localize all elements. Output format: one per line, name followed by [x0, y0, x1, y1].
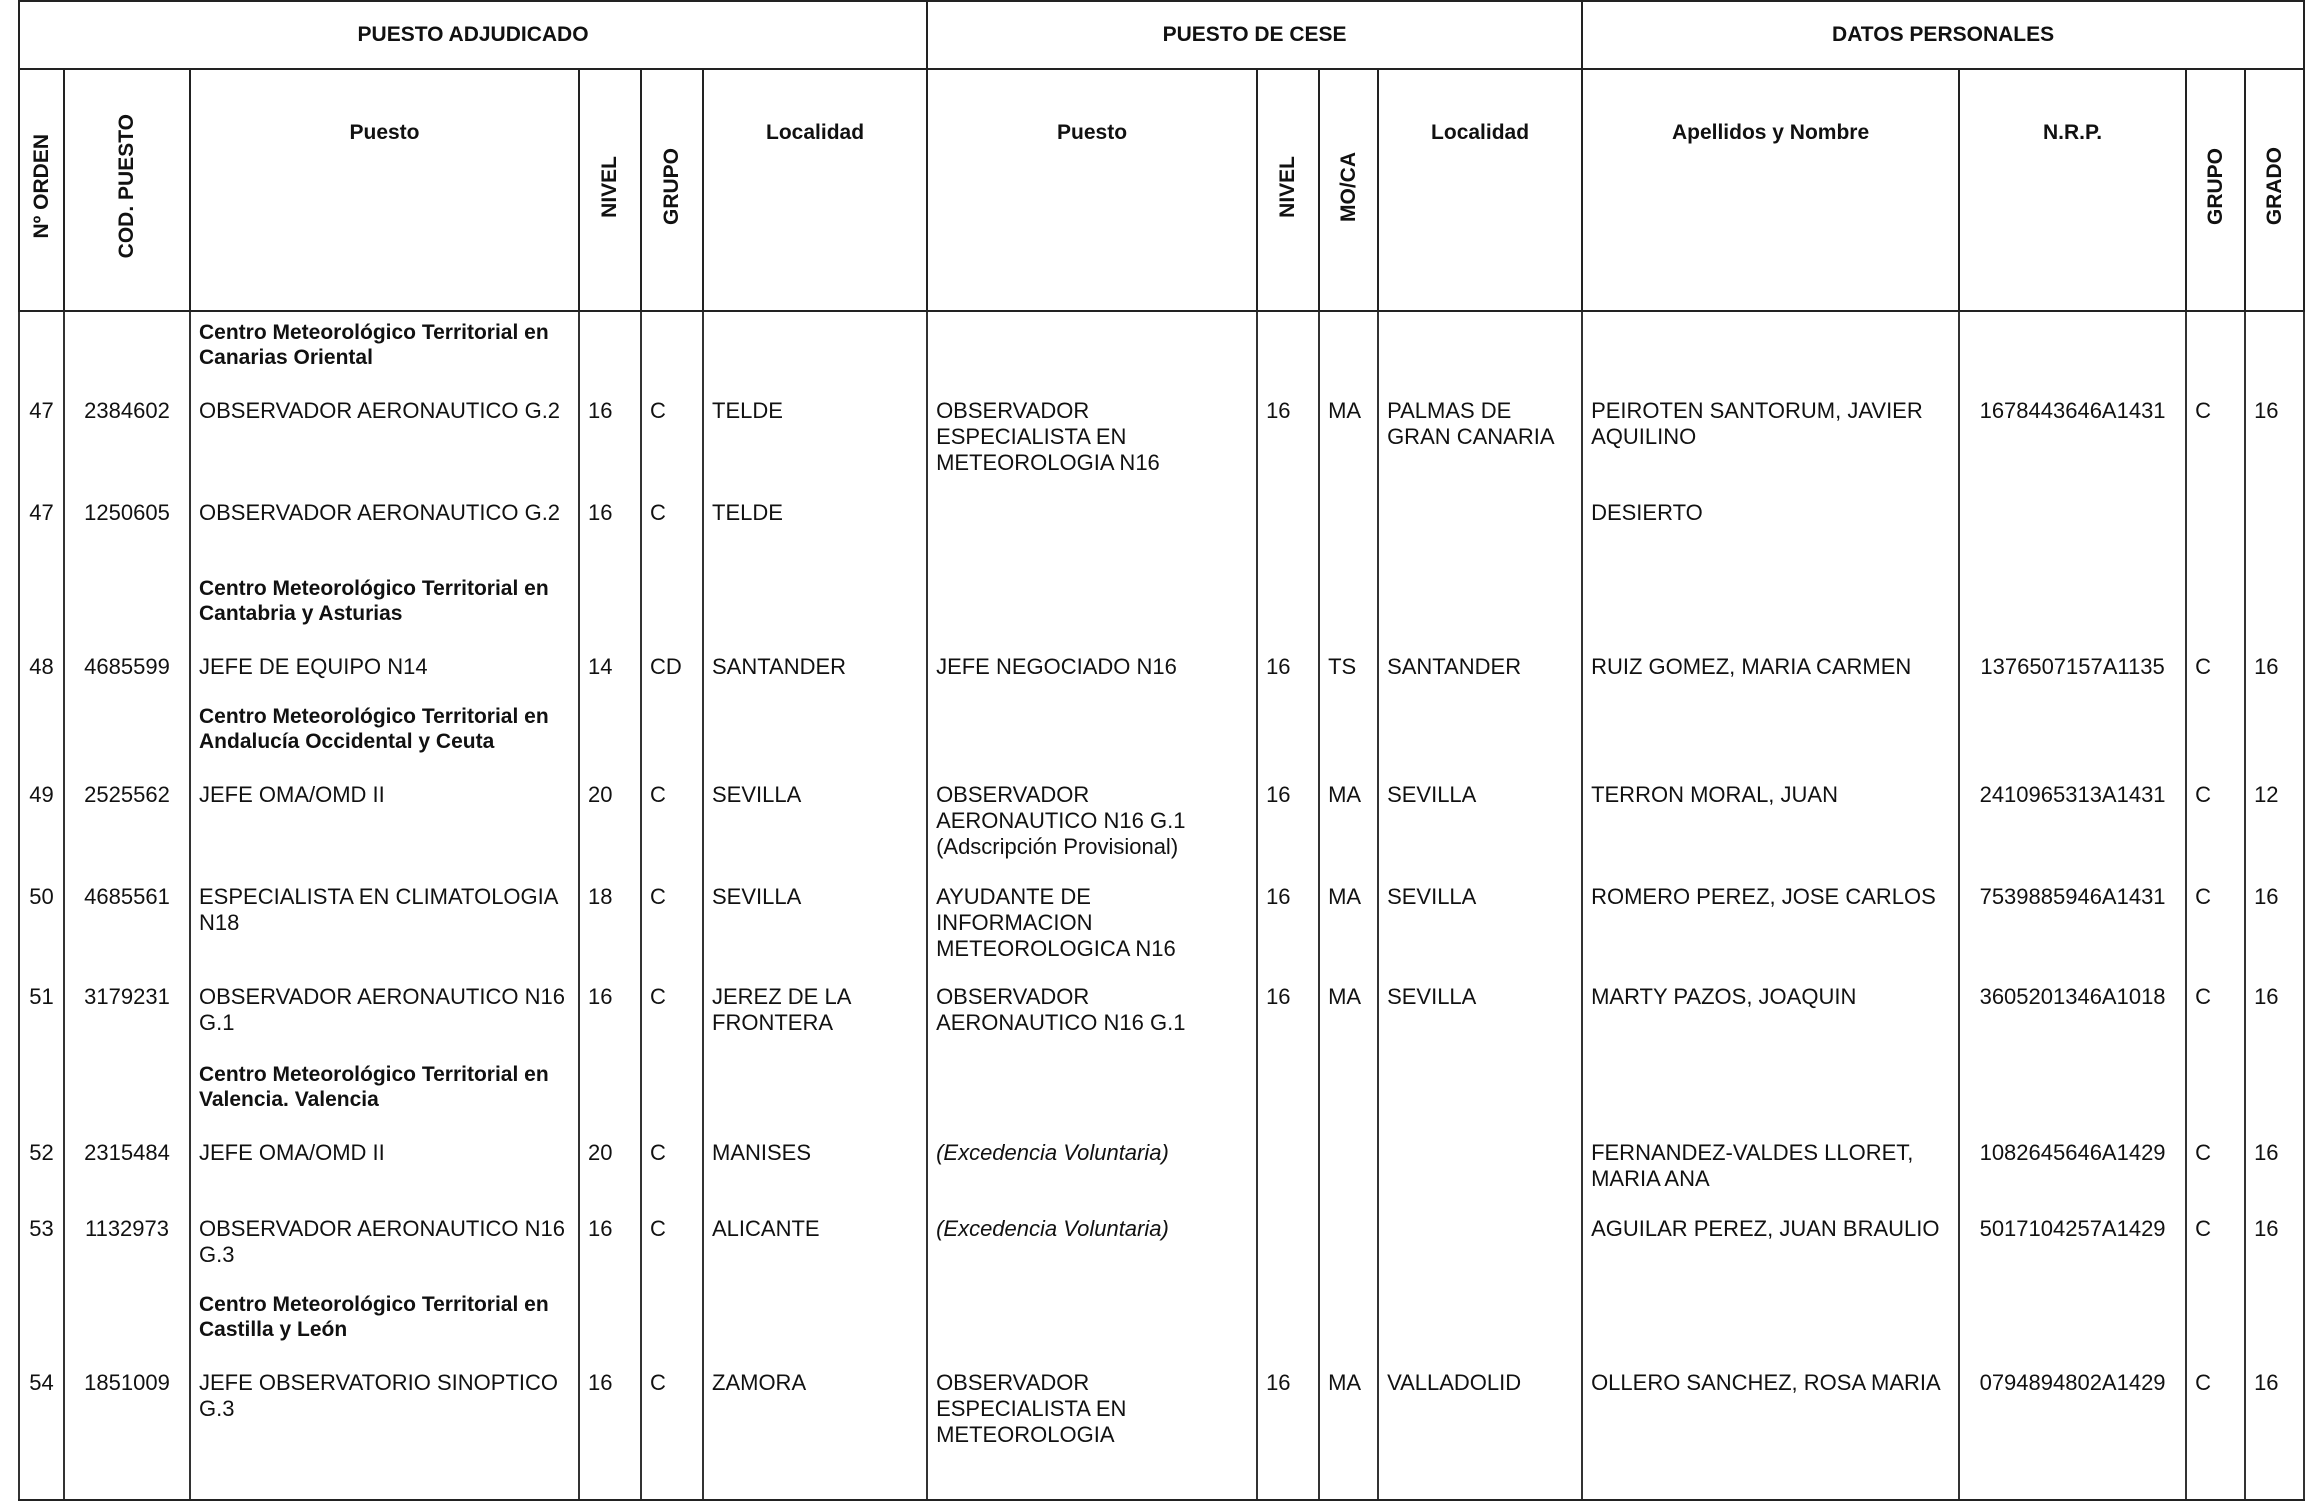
cell-nombre: AGUILAR PEREZ, JUAN BRAULIO [1582, 1216, 1959, 1292]
col-header-cese-nivel: NIVEL [1257, 69, 1319, 311]
cell-cese-nivel [1257, 1216, 1319, 1292]
spacer-cell [703, 311, 927, 320]
group-header-puesto-adjudicado: PUESTO ADJUDICADO [19, 1, 927, 69]
cell-cese-puesto: (Excedencia Voluntaria) [927, 1216, 1257, 1292]
cell-puesto: JEFE DE EQUIPO N14 [190, 654, 579, 704]
empty-cell [1582, 320, 1959, 398]
empty-cell [927, 1062, 1257, 1140]
cell-cese-nivel: 16 [1257, 398, 1319, 500]
section-row [19, 320, 2304, 398]
cell-nivel: 16 [579, 1216, 641, 1292]
empty-cell [1959, 704, 2186, 782]
cell-grupo: C [641, 500, 703, 576]
cell-orden: 52 [19, 1140, 64, 1216]
cell-cese-puesto: OBSERVADOR ESPECIALISTA EN METEOROLOGIA N16 [927, 398, 1257, 500]
cell-nombre: ROMERO PEREZ, JOSE CARLOS [1582, 884, 1959, 984]
empty-cell [927, 320, 1257, 398]
cell-orden: 48 [19, 654, 64, 704]
cell-cod: 1250605 [64, 500, 190, 576]
cell-nombre: MARTY PAZOS, JOAQUIN [1582, 984, 1959, 1062]
empty-cell [703, 704, 927, 782]
empty-cell [703, 320, 927, 398]
cell-nivel: 16 [579, 984, 641, 1062]
cell-p-grupo [2186, 500, 2245, 576]
empty-cell [1959, 576, 2186, 654]
cell-grado: 16 [2245, 884, 2304, 984]
cell-orden: 47 [19, 500, 64, 576]
cell-nombre: TERRON MORAL, JUAN [1582, 782, 1959, 884]
table-row [19, 1370, 2304, 1500]
empty-cell [1319, 320, 1378, 398]
spacer-cell [1257, 311, 1319, 320]
cell-grado: 16 [2245, 654, 2304, 704]
cell-p-grupo: C [2186, 398, 2245, 500]
cell-moca [1319, 1140, 1378, 1216]
empty-cell [641, 320, 703, 398]
cell-nombre: OLLERO SANCHEZ, ROSA MARIA [1582, 1370, 1959, 1500]
table-row [19, 1216, 2304, 1292]
cell-cese-puesto: AYUDANTE DE INFORMACION METEOROLOGICA N16 [927, 884, 1257, 984]
spacer-cell [927, 311, 1257, 320]
empty-cell [64, 576, 190, 654]
empty-cell [1257, 1292, 1319, 1370]
cell-puesto: OBSERVADOR AERONAUTICO G.2 [190, 500, 579, 576]
cell-grado: 16 [2245, 1370, 2304, 1500]
empty-cell [1319, 576, 1378, 654]
col-header-cese-puesto: Puesto [927, 69, 1257, 311]
empty-cell [703, 576, 927, 654]
empty-cell [64, 320, 190, 398]
cell-cod: 2315484 [64, 1140, 190, 1216]
spacer-cell [1319, 311, 1378, 320]
empty-cell [19, 320, 64, 398]
cell-nivel: 20 [579, 782, 641, 884]
cell-cod: 1132973 [64, 1216, 190, 1292]
empty-cell [19, 1062, 64, 1140]
cell-nrp [1959, 500, 2186, 576]
empty-cell [579, 1292, 641, 1370]
empty-cell [1378, 1062, 1582, 1140]
cell-grupo: C [641, 984, 703, 1062]
empty-cell [64, 1062, 190, 1140]
col-header-nombre: Apellidos y Nombre [1582, 69, 1959, 311]
cell-nrp: 3605201346A1018 [1959, 984, 2186, 1062]
cell-p-grupo: C [2186, 1216, 2245, 1292]
cell-p-grupo: C [2186, 782, 2245, 884]
empty-cell [2186, 576, 2245, 654]
cell-puesto: JEFE OMA/OMD II [190, 782, 579, 884]
cell-puesto: JEFE OBSERVATORIO SINOPTICO G.3 [190, 1370, 579, 1500]
cell-localidad: SANTANDER [703, 654, 927, 704]
cell-moca [1319, 500, 1378, 576]
table-row [19, 984, 2304, 1062]
cell-puesto: JEFE OMA/OMD II [190, 1140, 579, 1216]
group-header-datos-personales: DATOS PERSONALES [1582, 1, 2304, 69]
spacer-cell [190, 311, 579, 320]
cell-nivel: 18 [579, 884, 641, 984]
cell-grupo: C [641, 1140, 703, 1216]
cell-grado: 16 [2245, 1140, 2304, 1216]
cell-nombre: PEIROTEN SANTORUM, JAVIER AQUILINO [1582, 398, 1959, 500]
section-row [19, 1292, 2304, 1370]
empty-cell [19, 1292, 64, 1370]
spacer-cell [1582, 311, 1959, 320]
cell-nrp: 1678443646A1431 [1959, 398, 2186, 500]
cell-cese-localidad: PALMAS DE GRAN CANARIA [1378, 398, 1582, 500]
empty-cell [579, 1062, 641, 1140]
cell-grado: 12 [2245, 782, 2304, 884]
empty-cell [1582, 1062, 1959, 1140]
empty-cell [2186, 1062, 2245, 1140]
cell-moca: TS [1319, 654, 1378, 704]
cell-grado: 16 [2245, 1216, 2304, 1292]
col-header-nivel: NIVEL [579, 69, 641, 311]
cell-orden: 47 [19, 398, 64, 500]
empty-cell [641, 1062, 703, 1140]
cell-grado: 16 [2245, 398, 2304, 500]
cell-localidad: MANISES [703, 1140, 927, 1216]
section-title: Centro Meteorológico Territorial en Castilla y León [190, 1292, 579, 1370]
table-body [19, 311, 2304, 1500]
cell-localidad: ZAMORA [703, 1370, 927, 1500]
empty-cell [64, 704, 190, 782]
cell-cese-nivel [1257, 1140, 1319, 1216]
empty-cell [2186, 320, 2245, 398]
cell-orden: 50 [19, 884, 64, 984]
empty-cell [1959, 320, 2186, 398]
cell-nivel: 16 [579, 500, 641, 576]
cell-p-grupo: C [2186, 984, 2245, 1062]
cell-puesto: OBSERVADOR AERONAUTICO N16 G.1 [190, 984, 579, 1062]
cell-cese-puesto: OBSERVADOR AERONAUTICO N16 G.1 [927, 984, 1257, 1062]
spacer-cell [2245, 311, 2304, 320]
cell-cod: 3179231 [64, 984, 190, 1062]
empty-cell [641, 1292, 703, 1370]
cell-grado: 16 [2245, 984, 2304, 1062]
cell-moca: MA [1319, 884, 1378, 984]
cell-nombre: DESIERTO [1582, 500, 1959, 576]
spacer-cell [64, 311, 190, 320]
empty-cell [1378, 320, 1582, 398]
spacer-cell [1378, 311, 1582, 320]
empty-cell [579, 704, 641, 782]
table-row [19, 884, 2304, 984]
cell-cese-localidad [1378, 500, 1582, 576]
cell-puesto: OBSERVADOR AERONAUTICO G.2 [190, 398, 579, 500]
cell-nrp: 5017104257A1429 [1959, 1216, 2186, 1292]
cell-nrp: 0794894802A1429 [1959, 1370, 2186, 1500]
cell-cese-localidad: SANTANDER [1378, 654, 1582, 704]
cell-grupo: C [641, 884, 703, 984]
cell-nrp: 1376507157A1135 [1959, 654, 2186, 704]
cell-cese-puesto [927, 500, 1257, 576]
empty-cell [2245, 320, 2304, 398]
section-row [19, 1062, 2304, 1140]
cell-cod: 4685561 [64, 884, 190, 984]
cell-nrp: 2410965313A1431 [1959, 782, 2186, 884]
cell-cod: 1851009 [64, 1370, 190, 1500]
cell-p-grupo: C [2186, 884, 2245, 984]
empty-cell [2245, 1062, 2304, 1140]
cell-cese-nivel: 16 [1257, 654, 1319, 704]
cell-cese-localidad [1378, 1216, 1582, 1292]
cell-cese-nivel: 16 [1257, 1370, 1319, 1500]
empty-cell [64, 1292, 190, 1370]
spacer-cell [1959, 311, 2186, 320]
cell-nivel: 16 [579, 398, 641, 500]
cell-p-grupo: C [2186, 1140, 2245, 1216]
cell-localidad: SEVILLA [703, 782, 927, 884]
cell-p-grupo: C [2186, 1370, 2245, 1500]
empty-cell [1319, 704, 1378, 782]
empty-cell [579, 320, 641, 398]
cell-nrp: 1082645646A1429 [1959, 1140, 2186, 1216]
cell-cese-localidad: SEVILLA [1378, 782, 1582, 884]
col-header-grupo: GRUPO [641, 69, 703, 311]
col-header-cod-puesto: COD. PUESTO [64, 69, 190, 311]
table-row [19, 1140, 2304, 1216]
cell-cese-localidad [1378, 1140, 1582, 1216]
section-title: Centro Meteorológico Territorial en Cantabria y Asturias [190, 576, 579, 654]
empty-cell [1582, 704, 1959, 782]
cell-localidad: TELDE [703, 398, 927, 500]
empty-cell [1582, 576, 1959, 654]
empty-cell [927, 576, 1257, 654]
section-title: Centro Meteorológico Territorial en Canarias Oriental [190, 320, 579, 398]
spacer-cell [19, 311, 64, 320]
cell-orden: 53 [19, 1216, 64, 1292]
cell-cod: 2384602 [64, 398, 190, 500]
section-row [19, 576, 2304, 654]
cell-moca: MA [1319, 782, 1378, 884]
section-title: Centro Meteorológico Territorial en Andalucía Occidental y Ceuta [190, 704, 579, 782]
table-row [19, 398, 2304, 500]
empty-cell [641, 576, 703, 654]
cell-cese-puesto: OBSERVADOR ESPECIALISTA EN METEOROLOGIA [927, 1370, 1257, 1500]
cell-cese-nivel: 16 [1257, 984, 1319, 1062]
cell-orden: 54 [19, 1370, 64, 1500]
cell-cese-nivel [1257, 500, 1319, 576]
resolution-table [18, 0, 2305, 1501]
empty-cell [1378, 1292, 1582, 1370]
cell-localidad: TELDE [703, 500, 927, 576]
empty-cell [1959, 1062, 2186, 1140]
empty-cell [1257, 320, 1319, 398]
empty-cell [927, 1292, 1257, 1370]
col-header-puesto: Puesto [190, 69, 579, 311]
cell-moca: MA [1319, 398, 1378, 500]
cell-cese-puesto: JEFE NEGOCIADO N16 [927, 654, 1257, 704]
table-row [19, 500, 2304, 576]
cell-cese-puesto: OBSERVADOR AERONAUTICO N16 G.1 (Adscripción Provisional) [927, 782, 1257, 884]
section-row [19, 704, 2304, 782]
cell-moca: MA [1319, 984, 1378, 1062]
empty-cell [1257, 704, 1319, 782]
cell-cese-localidad: SEVILLA [1378, 984, 1582, 1062]
empty-cell [1257, 576, 1319, 654]
empty-cell [579, 576, 641, 654]
empty-cell [1378, 576, 1582, 654]
cell-grupo: CD [641, 654, 703, 704]
cell-localidad: ALICANTE [703, 1216, 927, 1292]
cell-nivel: 14 [579, 654, 641, 704]
cell-cese-localidad: VALLADOLID [1378, 1370, 1582, 1500]
cell-cod: 4685599 [64, 654, 190, 704]
empty-cell [641, 704, 703, 782]
cell-cese-nivel: 16 [1257, 884, 1319, 984]
cell-cese-nivel: 16 [1257, 782, 1319, 884]
col-header-moca: MO/CA [1319, 69, 1378, 311]
table-row [19, 782, 2304, 884]
cell-grado [2245, 500, 2304, 576]
cell-moca: MA [1319, 1370, 1378, 1500]
empty-cell [703, 1062, 927, 1140]
empty-cell [1319, 1062, 1378, 1140]
cell-localidad: SEVILLA [703, 884, 927, 984]
col-header-grado: GRADO [2245, 69, 2304, 311]
cell-orden: 51 [19, 984, 64, 1062]
empty-cell [2245, 704, 2304, 782]
cell-grupo: C [641, 398, 703, 500]
empty-cell [19, 704, 64, 782]
empty-cell [19, 576, 64, 654]
cell-nivel: 20 [579, 1140, 641, 1216]
col-header-personal-grupo: GRUPO [2186, 69, 2245, 311]
cell-p-grupo: C [2186, 654, 2245, 704]
spacer-cell [579, 311, 641, 320]
empty-cell [1319, 1292, 1378, 1370]
cell-grupo: C [641, 782, 703, 884]
cell-nombre: RUIZ GOMEZ, MARIA CARMEN [1582, 654, 1959, 704]
col-header-cese-localidad: Localidad [1378, 69, 1582, 311]
cell-cese-localidad: SEVILLA [1378, 884, 1582, 984]
cell-grupo: C [641, 1370, 703, 1500]
empty-cell [1378, 704, 1582, 782]
empty-cell [2186, 704, 2245, 782]
empty-cell [1582, 1292, 1959, 1370]
group-header-puesto-cese: PUESTO DE CESE [927, 1, 1582, 69]
cell-grupo: C [641, 1216, 703, 1292]
cell-orden: 49 [19, 782, 64, 884]
spacer-cell [641, 311, 703, 320]
table-row [19, 654, 2304, 704]
cell-cod: 2525562 [64, 782, 190, 884]
cell-cese-puesto: (Excedencia Voluntaria) [927, 1140, 1257, 1216]
cell-nrp: 7539885946A1431 [1959, 884, 2186, 984]
cell-puesto: OBSERVADOR AERONAUTICO N16 G.3 [190, 1216, 579, 1292]
cell-nombre: FERNANDEZ-VALDES LLORET, MARIA ANA [1582, 1140, 1959, 1216]
cell-localidad: JEREZ DE LA FRONTERA [703, 984, 927, 1062]
col-header-orden: Nº ORDEN [19, 69, 64, 311]
empty-cell [703, 1292, 927, 1370]
empty-cell [1959, 1292, 2186, 1370]
empty-cell [2186, 1292, 2245, 1370]
cell-nivel: 16 [579, 1370, 641, 1500]
empty-cell [927, 704, 1257, 782]
empty-cell [2245, 576, 2304, 654]
empty-cell [1257, 1062, 1319, 1140]
section-title: Centro Meteorológico Territorial en Valencia. Valencia [190, 1062, 579, 1140]
col-header-localidad: Localidad [703, 69, 927, 311]
spacer-cell [2186, 311, 2245, 320]
cell-moca [1319, 1216, 1378, 1292]
col-header-nrp: N.R.P. [1959, 69, 2186, 311]
cell-puesto: ESPECIALISTA EN CLIMATOLOGIA N18 [190, 884, 579, 984]
empty-cell [2245, 1292, 2304, 1370]
